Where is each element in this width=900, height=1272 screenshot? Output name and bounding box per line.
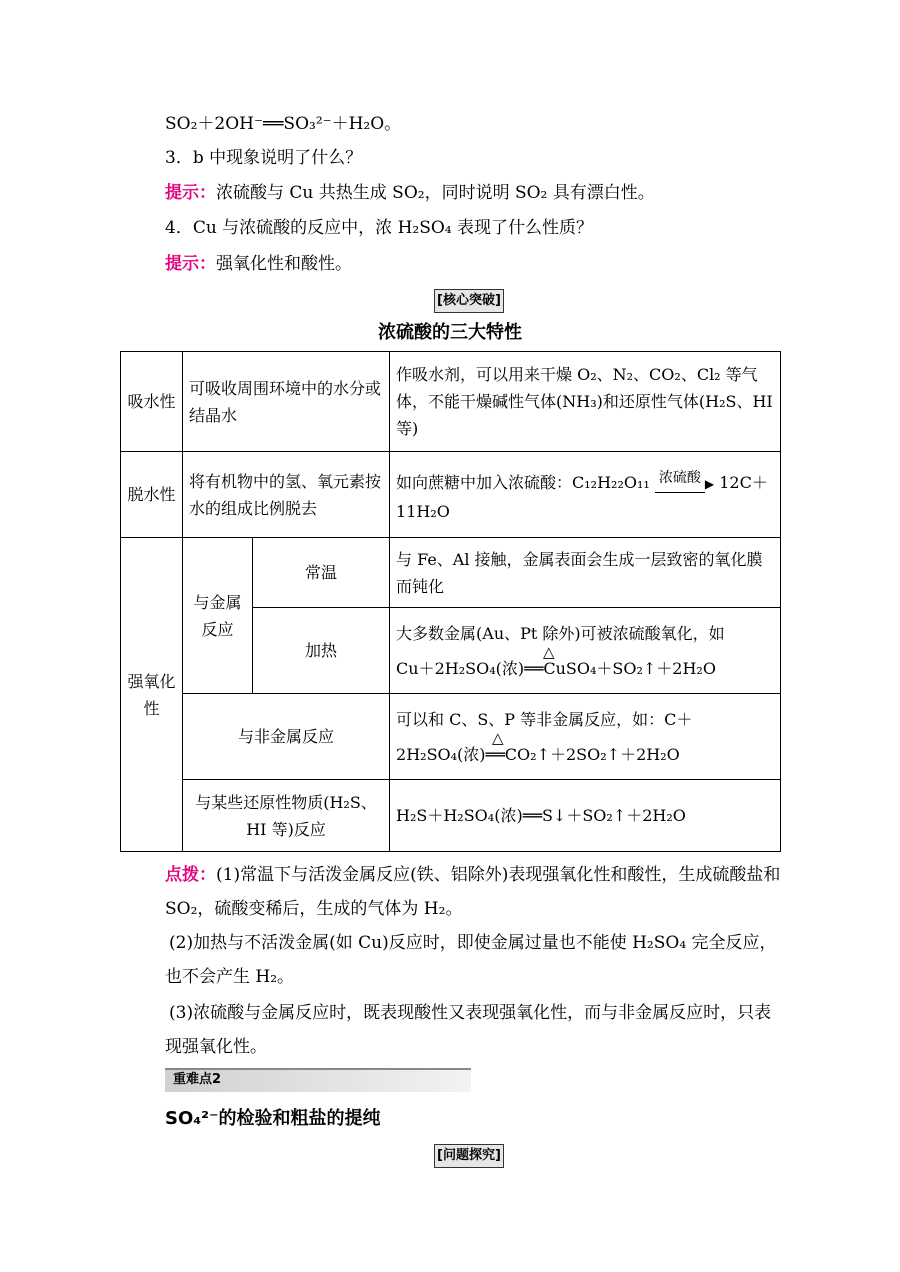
nonmetal: 与非金属反应 bbox=[183, 694, 390, 780]
reducing: 与某些还原性物质(H₂S、HI 等)反应 bbox=[183, 780, 390, 852]
heat-equation: Cu＋2H₂SO₄(浓)══CuSO₄＋SO₂↑＋2H₂O bbox=[396, 658, 716, 678]
metal-react: 与金属反应 bbox=[183, 538, 253, 694]
arrow-icon: ▶ bbox=[704, 476, 715, 491]
heat-desc: 大多数金属(Au、Pt 除外)可被浓硫酸氧化，如 bbox=[396, 623, 725, 643]
note-2: (2)加热与不活泼金属(如 Cu)反应时，即使金属过量也不能使 H₂SO₄ 完全反应，也不会产生 H₂。 bbox=[165, 933, 777, 987]
nonmetal-equation: 2H₂SO₄(浓)══CO₂↑＋2SO₂↑＋2H₂O bbox=[396, 744, 680, 764]
nonmetal-triangle-icon: △ bbox=[492, 728, 504, 747]
reducing-equation: H₂S＋H₂SO₄(浓)══S↓＋SO₂↑＋2H₂O bbox=[390, 780, 781, 852]
absorb-desc: 可吸收周围环境中的水分或结晶水 bbox=[183, 352, 390, 452]
dehydrate-desc: 将有机物中的氢、氧元素按水的组成比例脱去 bbox=[183, 452, 390, 538]
oxid-name: 强氧化性 bbox=[121, 538, 183, 852]
hint-4-text: 强氧化性和酸性。 bbox=[216, 254, 352, 274]
question-explore-tag: [问题探究] bbox=[434, 1144, 504, 1168]
heat-cell bbox=[390, 608, 781, 694]
note-3: (3)浓硫酸与金属反应时，既表现酸性又表现强氧化性，而与非金属反应时，只表现强氧化性。 bbox=[165, 1003, 772, 1057]
nonmetal-cell bbox=[390, 694, 781, 780]
note-1-text: (1)常温下与活泼金属反应(铁、铝除外)表现强氧化性和酸性，生成硫酸盐和 SO₂，硫酸变稀后，生成的气体为 H₂。 bbox=[165, 865, 781, 919]
hint-label: 提示： bbox=[165, 254, 216, 274]
absorb-name: 吸水性 bbox=[121, 352, 183, 452]
reaction-condition: 浓硫酸 bbox=[655, 465, 705, 493]
absorb-example: 作吸水剂，可以用来干燥 O₂、N₂、CO₂、Cl₂ 等气体，不能干燥碱性气体(NH₃)和还原性气体(H₂S、HI 等) bbox=[390, 352, 781, 452]
equation-line: SO₂＋2OH⁻══SO₃²⁻＋H₂O。 bbox=[165, 114, 402, 134]
hint-3-text: 浓硫酸与 Cu 共热生成 SO₂，同时说明 SO₂ 具有漂白性。 bbox=[216, 183, 655, 203]
table-title: 浓硫酸的三大特性 bbox=[378, 322, 522, 343]
banner-label: 重难点2 bbox=[173, 1072, 222, 1087]
hint-3 bbox=[165, 181, 655, 205]
heat-triangle-icon: △ bbox=[543, 642, 555, 661]
core-breakthrough-tag: [核心突破] bbox=[434, 289, 504, 313]
properties-table bbox=[120, 351, 781, 852]
section-title: SO₄²⁻的检验和粗盐的提纯 bbox=[165, 1108, 381, 1129]
hint-4 bbox=[165, 252, 352, 276]
note-1 bbox=[165, 858, 785, 926]
note-label: 点拨： bbox=[165, 865, 216, 885]
section-banner bbox=[165, 1068, 471, 1092]
dehydrate-example bbox=[390, 452, 781, 538]
question-3: 3．b 中现象说明了什么？ bbox=[165, 148, 363, 168]
dehydrate-name: 脱水性 bbox=[121, 452, 183, 538]
question-4: 4．Cu 与浓硫酸的反应中，浓 H₂SO₄ 表现了什么性质？ bbox=[165, 218, 594, 238]
hint-label: 提示： bbox=[165, 183, 216, 203]
dehydrate-example-a: 如向蔗糖中加入浓硫酸：C₁₂H₂₂O₁₁ bbox=[396, 472, 650, 492]
nonmetal-desc: 可以和 C、S、P 等非金属反应，如：C＋ bbox=[396, 709, 693, 729]
dehydrate-example-b: 12C＋11H₂O bbox=[396, 472, 768, 521]
normal-temp-desc: 与 Fe、Al 接触，金属表面会生成一层致密的氧化膜而钝化 bbox=[390, 538, 781, 608]
heat: 加热 bbox=[253, 608, 390, 694]
normal-temp: 常温 bbox=[253, 538, 390, 608]
